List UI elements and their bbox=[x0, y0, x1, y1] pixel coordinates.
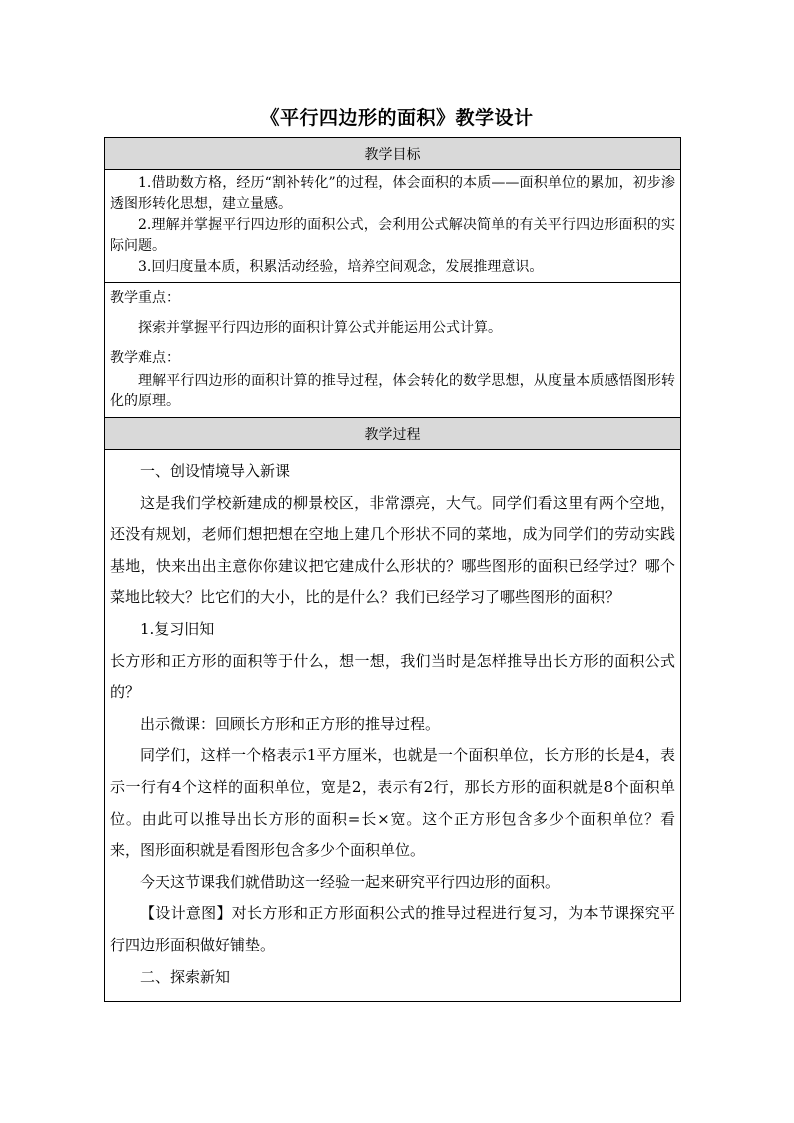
key-point-text: 探索并掌握平行四边形的面积计算公式并能运用公式计算。 bbox=[138, 320, 502, 336]
difficulty-label: 教学难点： bbox=[110, 350, 180, 366]
teaching-process-cell bbox=[105, 450, 681, 1002]
difficulty-text: 理解平行四边形的面积计算的推导过程，体会转化的数学思想，从度量本质感悟图形转化的原理。 bbox=[110, 373, 675, 409]
process-paragraph: 长方形和正方形的面积等于什么，想一想，我们当时是怎样推导出长方形的面积公式的？ bbox=[110, 651, 675, 702]
document-title: 《平行四边形的面积》教学设计 bbox=[260, 107, 534, 129]
lesson-plan-table bbox=[104, 137, 681, 1002]
process-heading: 1.复习旧知 bbox=[140, 619, 215, 638]
process-paragraph: 同学们，这样一个格表示1平方厘米，也就是一个面积单位，长方形的长是4，表示一行有4个这样的面积单位，宽是2，表示有2行，那长方形的面积就是8个面积单位。由此可以推导出长方形的面积=长×宽。这个正方形包含多少个面积单位？看来，图形面积就是看图形包含多少个面积单位。 bbox=[110, 746, 675, 860]
goal-item: 3.回归度量本质，积累活动经验，培养空间观念，发展推理意识。 bbox=[138, 259, 544, 275]
process-paragraph: 今天这节课我们就借助这一经验一起来研究平行四边形的面积。 bbox=[140, 872, 561, 891]
goal-item: 2.理解并掌握平行四边形的面积公式，会利用公式解决简单的有关平行四边形面积的实际问题。 bbox=[110, 217, 675, 254]
teaching-goals-header: 教学目标 bbox=[105, 138, 681, 170]
process-heading: 二、探索新知 bbox=[140, 967, 231, 986]
key-point-label: 教学重点： bbox=[110, 290, 180, 306]
key-points-cell bbox=[105, 283, 681, 418]
teaching-goals-cell bbox=[105, 170, 681, 283]
teaching-process-header: 教学过程 bbox=[105, 418, 681, 450]
process-paragraph: 出示微课：回顾长方形和正方形的推导过程。 bbox=[140, 714, 441, 733]
process-heading: 一、创设情境导入新课 bbox=[140, 462, 291, 480]
goal-item: 1.借助数方格，经历“割补转化”的过程，体会面积的本质——面积单位的累加，初步渗透图形转化思想，建立量感。 bbox=[110, 175, 675, 212]
design-intent-paragraph: 【设计意图】对长方形和正方形面积公式的推导过程进行复习，为本节课探究平行四边形面积做好铺垫。 bbox=[110, 904, 675, 954]
process-paragraph: 这是我们学校新建成的柳景校区，非常漂亮，大气。同学们看这里有两个空地，还没有规划，老师们想把想在空地上建几个形状不同的菜地，成为同学们的劳动实践基地，快来出出主意你你建议把它建成什么形状的？哪些图形的面积已经学过？哪个菜地比较大？比它们的大小，比的是什么？我们已经学习了哪些图形的面积？ bbox=[110, 493, 675, 607]
